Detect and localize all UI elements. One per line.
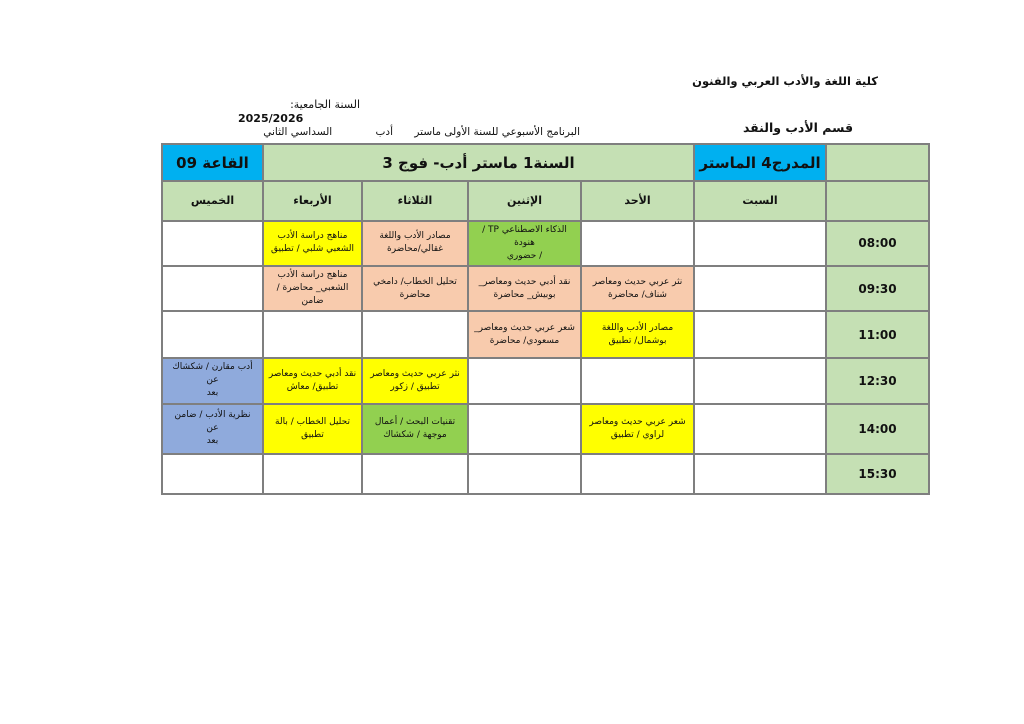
class-cell-tuesday — [362, 221, 468, 266]
time-slot: 12:30 — [826, 358, 929, 404]
table-title-row — [162, 144, 929, 181]
class-line: تطبيق / زكور — [390, 381, 440, 392]
empty-cell — [263, 454, 362, 494]
class-cell-wednesday — [263, 404, 362, 453]
department-name: قسم الأدب والنقد — [742, 120, 853, 135]
class-line: تطبيق/ معاش — [286, 381, 339, 392]
class-info — [163, 361, 262, 400]
empty-cell — [362, 454, 468, 494]
class-line: نثر عربي حديث ومعاصر — [370, 368, 460, 379]
day-header-sunday: الأحد — [581, 181, 694, 220]
class-line: الشعبي_ محاضرة / ضامن — [276, 283, 349, 307]
class-line: بوبيش_ محاضرة — [493, 289, 556, 300]
class-info — [363, 368, 467, 394]
class-line: الذكاء الاصطناعي TP / هنودة — [482, 224, 567, 248]
corner-cell — [826, 144, 929, 181]
class-info — [363, 416, 467, 442]
table-row — [162, 221, 929, 266]
class-line: شعر عربي حديث ومعاصر — [589, 416, 686, 427]
day-header-tuesday: الثلاثاء — [362, 181, 468, 220]
class-line: أدب مقارن / شكشاك عن — [172, 362, 253, 386]
empty-cell — [468, 454, 581, 494]
class-info — [582, 322, 693, 348]
table-row — [162, 404, 929, 453]
empty-cell — [581, 221, 694, 266]
class-line: شعر عربي حديث ومعاصر_ — [474, 322, 575, 333]
faculty-name: كلية اللغة والأدب العربي والفنون — [692, 74, 878, 88]
class-line: بعد — [206, 436, 219, 447]
class-info — [469, 276, 580, 302]
schedule-body — [162, 221, 929, 494]
class-info — [582, 416, 693, 442]
day-header-saturday: السبت — [694, 181, 826, 220]
class-cell-wednesday — [263, 358, 362, 404]
class-line: بوشمال/ تطبيق — [608, 335, 667, 346]
program-specialty: أدب — [375, 126, 394, 138]
table-row — [162, 266, 929, 311]
empty-cell — [162, 454, 263, 494]
time-slot: 09:30 — [826, 266, 929, 311]
empty-cell — [162, 221, 263, 266]
empty-cell — [581, 454, 694, 494]
class-info — [163, 409, 262, 448]
class-info — [469, 322, 580, 348]
empty-cell — [694, 311, 826, 357]
class-cell-sunday — [581, 404, 694, 453]
class-line: مناهج دراسة الأدب — [277, 270, 348, 281]
academic-year-value: 2025/2026 — [238, 112, 304, 125]
class-line: نظرية الأدب / ضامن عن — [174, 410, 251, 434]
class-info — [363, 276, 467, 302]
class-line: تطبيق — [301, 429, 324, 440]
class-info — [469, 224, 580, 263]
empty-cell — [468, 404, 581, 453]
empty-cell — [468, 358, 581, 404]
class-line: مناهج دراسة الأدب — [277, 231, 348, 242]
table-row — [162, 311, 929, 357]
academic-year — [238, 98, 360, 126]
class-line: مصادر الأدب واللغة — [601, 322, 674, 333]
class-line: مصادر الأدب واللغة — [379, 231, 451, 242]
class-cell-tuesday — [362, 404, 468, 453]
table-row — [162, 454, 929, 494]
class-cell-monday — [468, 266, 581, 311]
day-header-thursday: الخميس — [162, 181, 263, 220]
class-info — [264, 416, 361, 442]
class-line: الشعبي شلبي / تطبيق — [270, 244, 354, 255]
class-cell-wednesday — [263, 266, 362, 311]
class-info — [264, 230, 361, 256]
class-info — [264, 368, 361, 394]
room-label: القاعة 09 — [162, 144, 263, 181]
class-cell-thursday — [162, 404, 263, 453]
program-semester: السداسي الثاني — [263, 126, 333, 138]
time-slot: 11:00 — [826, 311, 929, 357]
empty-cell — [694, 266, 826, 311]
time-slot: 14:00 — [826, 404, 929, 453]
class-cell-thursday — [162, 358, 263, 404]
days-header-row — [162, 181, 929, 220]
empty-cell — [162, 311, 263, 357]
program-line — [263, 126, 580, 138]
class-info — [264, 269, 361, 308]
class-line: تحليل الخطاب / بالة — [275, 416, 350, 427]
class-line: لراوي / تطبيق — [610, 429, 665, 440]
group-title: السنة1 ماستر أدب- فوج 3 — [263, 144, 694, 181]
empty-cell — [694, 454, 826, 494]
class-info — [363, 230, 467, 256]
empty-cell — [362, 311, 468, 357]
class-cell-sunday — [581, 311, 694, 357]
day-header-monday: الإثنين — [468, 181, 581, 220]
class-line: بعد — [206, 388, 219, 399]
empty-cell — [263, 311, 362, 357]
program-title: البرنامج الأسبوعي للسنة الأولى ماستر — [414, 126, 580, 138]
empty-cell — [694, 404, 826, 453]
class-line: نقد أدبي حديث ومعاصر_ — [478, 276, 571, 287]
class-line: تقنيات البحث / أعمال — [374, 416, 456, 427]
table-row — [162, 358, 929, 404]
empty-cell — [694, 221, 826, 266]
class-cell-wednesday — [263, 221, 362, 266]
day-header-wednesday: الأربعاء — [263, 181, 362, 220]
class-cell-tuesday — [362, 358, 468, 404]
class-line: تحليل الخطاب/ دامخي — [373, 276, 457, 287]
class-cell-tuesday — [362, 266, 468, 311]
class-cell-monday — [468, 221, 581, 266]
class-line: / حضوري — [506, 250, 543, 261]
academic-year-label: السنة الجامعية: — [290, 98, 360, 111]
class-line: نثر عربي حديث ومعاصر — [592, 276, 683, 287]
empty-cell — [162, 266, 263, 311]
empty-cell — [581, 358, 694, 404]
amphi-label: المدرج4 الماستر — [694, 144, 826, 181]
time-slot: 08:00 — [826, 221, 929, 266]
class-line: غقالي/محاضرة — [387, 244, 443, 255]
class-info — [582, 276, 693, 302]
class-line: موجهة / شكشاك — [383, 429, 447, 440]
time-slot: 15:30 — [826, 454, 929, 494]
class-line: نقد أدبي حديث ومعاصر — [268, 368, 357, 379]
class-cell-sunday — [581, 266, 694, 311]
schedule-table — [161, 143, 930, 495]
class-line: مسعودي/ محاضرة — [489, 335, 560, 346]
class-line: محاضرة — [399, 289, 431, 300]
empty-cell — [694, 358, 826, 404]
class-cell-monday — [468, 311, 581, 357]
days-header-spacer — [826, 181, 929, 220]
class-line: شناف/ محاضرة — [608, 289, 667, 300]
